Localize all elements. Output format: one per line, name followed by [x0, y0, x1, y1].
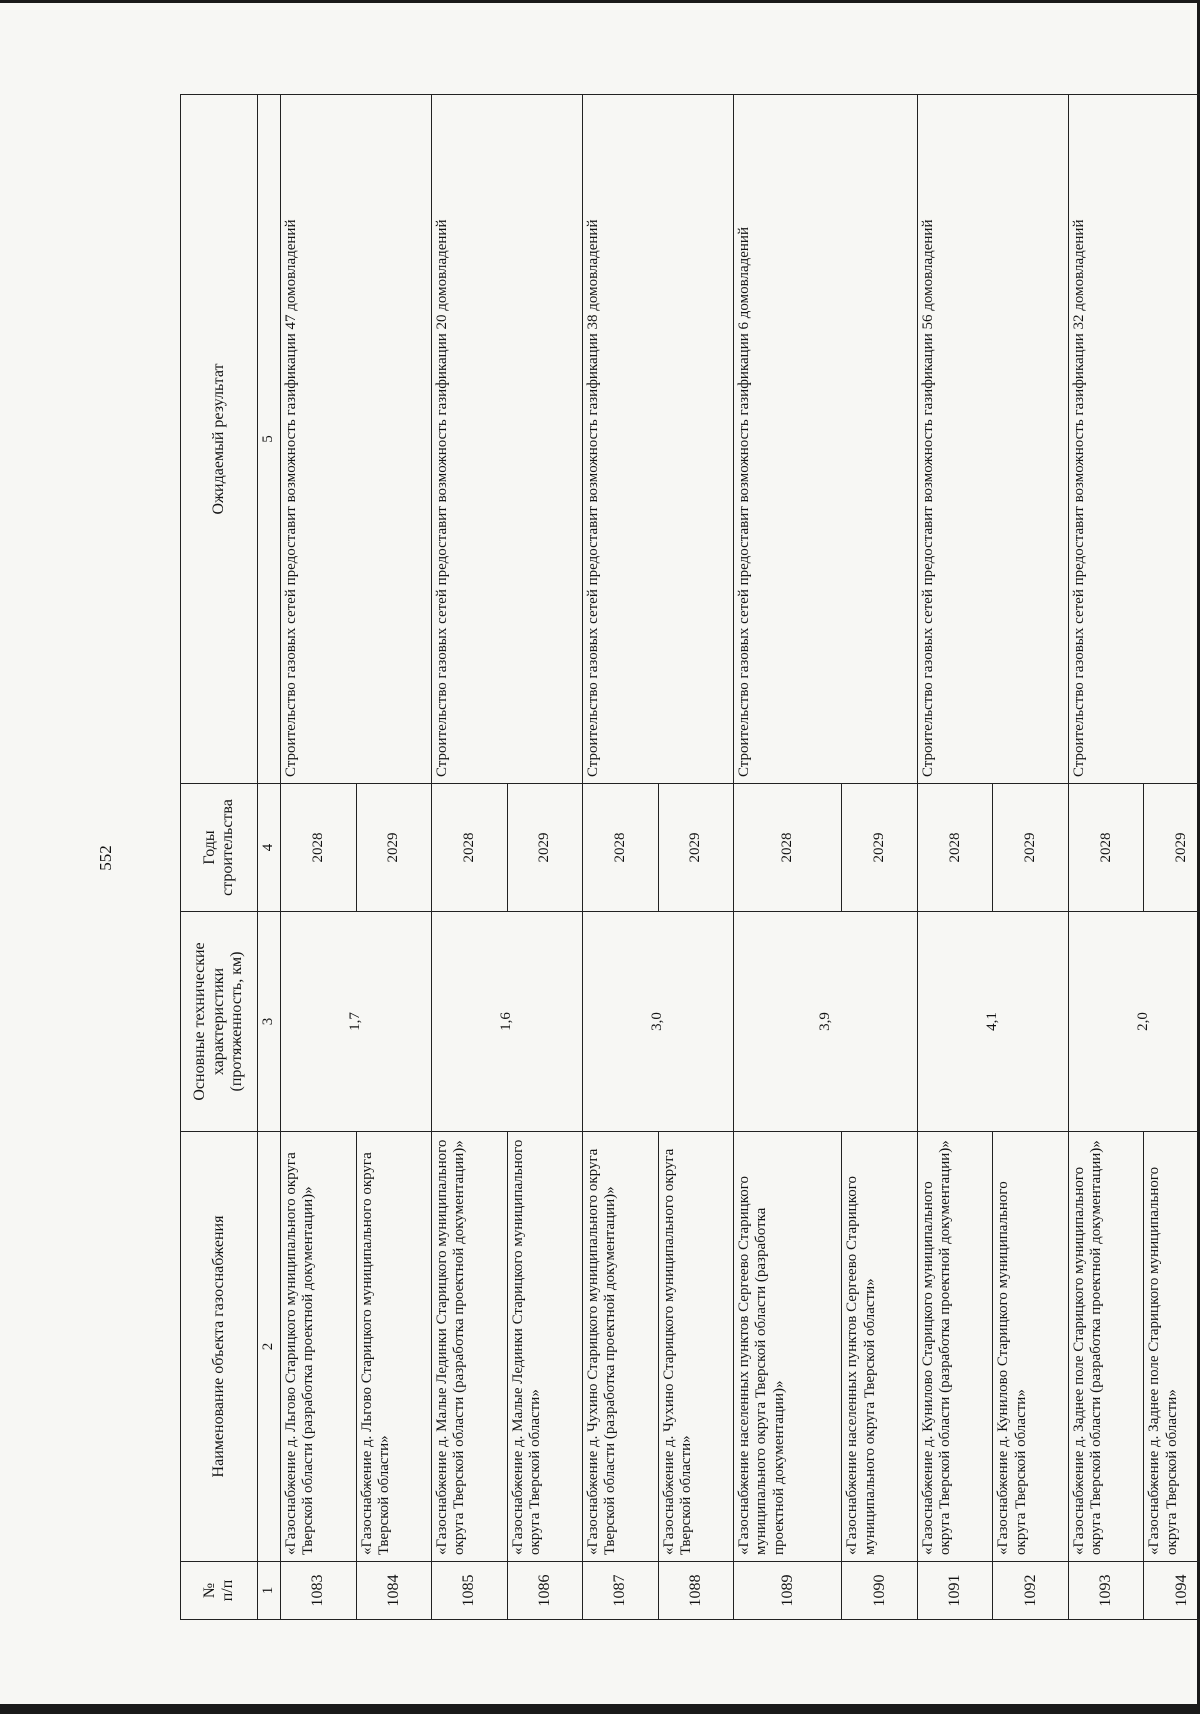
row-number: 1091 [917, 1562, 993, 1620]
length-km: 1,6 [432, 912, 583, 1132]
row-number: 1090 [842, 1562, 918, 1620]
construction-year: 2029 [507, 784, 583, 912]
length-km: 3,0 [583, 912, 734, 1132]
construction-year: 2029 [1144, 784, 1200, 912]
expected-result: Строительство газовых сетей предоставит возможность газификации 56 домовладений [917, 95, 1068, 784]
table-row [281, 95, 357, 1620]
object-name: «Газоснабжение д. Заднее поле Старицкого муниципального округа Тверской области» [1144, 1132, 1200, 1562]
table-row [1068, 95, 1144, 1620]
construction-year: 2028 [583, 784, 659, 912]
construction-year: 2029 [842, 784, 918, 912]
length-km: 4,1 [917, 912, 1068, 1132]
table-row [432, 95, 508, 1620]
construction-year: 2028 [432, 784, 508, 912]
col-number: 4 [258, 784, 281, 912]
row-number: 1094 [1144, 1562, 1200, 1620]
construction-year: 2028 [917, 784, 993, 912]
rotated-page-content [180, 95, 1200, 1620]
construction-year: 2028 [734, 784, 842, 912]
row-number: 1087 [583, 1562, 659, 1620]
col-header-num: № п/п [181, 1562, 258, 1620]
row-number: 1086 [507, 1562, 583, 1620]
object-name: «Газоснабжение д. Заднее поле Старицкого муниципального округа Тверской области (разработка проектной документации)» [1068, 1132, 1144, 1562]
scan-edge-top [0, 0, 1200, 3]
table-row [734, 95, 842, 1620]
row-number: 1085 [432, 1562, 508, 1620]
expected-result: Строительство газовых сетей предоставит возможность газификации 20 домовладений [432, 95, 583, 784]
table-row [583, 95, 659, 1620]
length-km: 2,0 [1068, 912, 1200, 1132]
col-header-length: Основные технические характеристики (протяженность, км) [181, 912, 258, 1132]
row-number: 1083 [281, 1562, 357, 1620]
object-name: «Газоснабжение населенных пунктов Сергеево Старицкого муниципального округа Тверской области» [842, 1132, 918, 1562]
expected-result: Строительство газовых сетей предоставит возможность газификации 38 домовладений [583, 95, 734, 784]
length-km: 1,7 [281, 912, 432, 1132]
object-name: «Газоснабжение д. Кунилово Старицкого муниципального округа Тверской области» [993, 1132, 1069, 1562]
construction-year: 2029 [658, 784, 734, 912]
scan-edge-bottom [0, 1704, 1200, 1714]
col-number: 2 [258, 1132, 281, 1562]
expected-result: Строительство газовых сетей предоставит возможность газификации 47 домовладений [281, 95, 432, 784]
construction-year: 2028 [1068, 784, 1144, 912]
length-km: 3,9 [734, 912, 918, 1132]
row-number: 1093 [1068, 1562, 1144, 1620]
expected-result: Строительство газовых сетей предоставит возможность газификации 32 домовладений [1068, 95, 1200, 784]
col-number: 5 [258, 95, 281, 784]
object-name: «Газоснабжение д. Малые Лединки Старицкого муниципального округа Тверской области (разработка проектной документации)» [432, 1132, 508, 1562]
col-number: 3 [258, 912, 281, 1132]
col-header-name: Наименование объекта газоснабжения [181, 1132, 258, 1562]
row-number: 1084 [356, 1562, 432, 1620]
construction-year: 2029 [993, 784, 1069, 912]
row-number: 1092 [993, 1562, 1069, 1620]
object-name: «Газоснабжение д. Чухино Старицкого муниципального округа Тверской области (разработка проектной документации)» [583, 1132, 659, 1562]
col-header-years: Годы строительства [181, 784, 258, 912]
row-number: 1089 [734, 1562, 842, 1620]
table-header-row [181, 95, 258, 1620]
page-number: 552 [96, 845, 115, 871]
construction-year: 2028 [281, 784, 357, 912]
expected-result: Строительство газовых сетей предоставит возможность газификации 6 домовладений [734, 95, 918, 784]
row-number: 1088 [658, 1562, 734, 1620]
col-header-result: Ожидаемый результат [181, 95, 258, 784]
object-name: «Газоснабжение населенных пунктов Сергеево Старицкого муниципального округа Тверской области (разработка проектной документации)» [734, 1132, 842, 1562]
object-name: «Газоснабжение д. Льгово Старицкого муниципального округа Тверской области» [356, 1132, 432, 1562]
gas-supply-table [180, 94, 1200, 1620]
table-row [917, 95, 993, 1620]
column-number-row [258, 95, 281, 1620]
object-name: «Газоснабжение д. Льгово Старицкого муниципального округа Тверской области (разработка проектной документации)» [281, 1132, 357, 1562]
construction-year: 2029 [356, 784, 432, 912]
object-name: «Газоснабжение д. Малые Лединки Старицкого муниципального округа Тверской области» [507, 1132, 583, 1562]
object-name: «Газоснабжение д. Кунилово Старицкого муниципального округа Тверской области (разработка проектной документации)» [917, 1132, 993, 1562]
object-name: «Газоснабжение д. Чухино Старицкого муниципального округа Тверской области» [658, 1132, 734, 1562]
col-number: 1 [258, 1562, 281, 1620]
